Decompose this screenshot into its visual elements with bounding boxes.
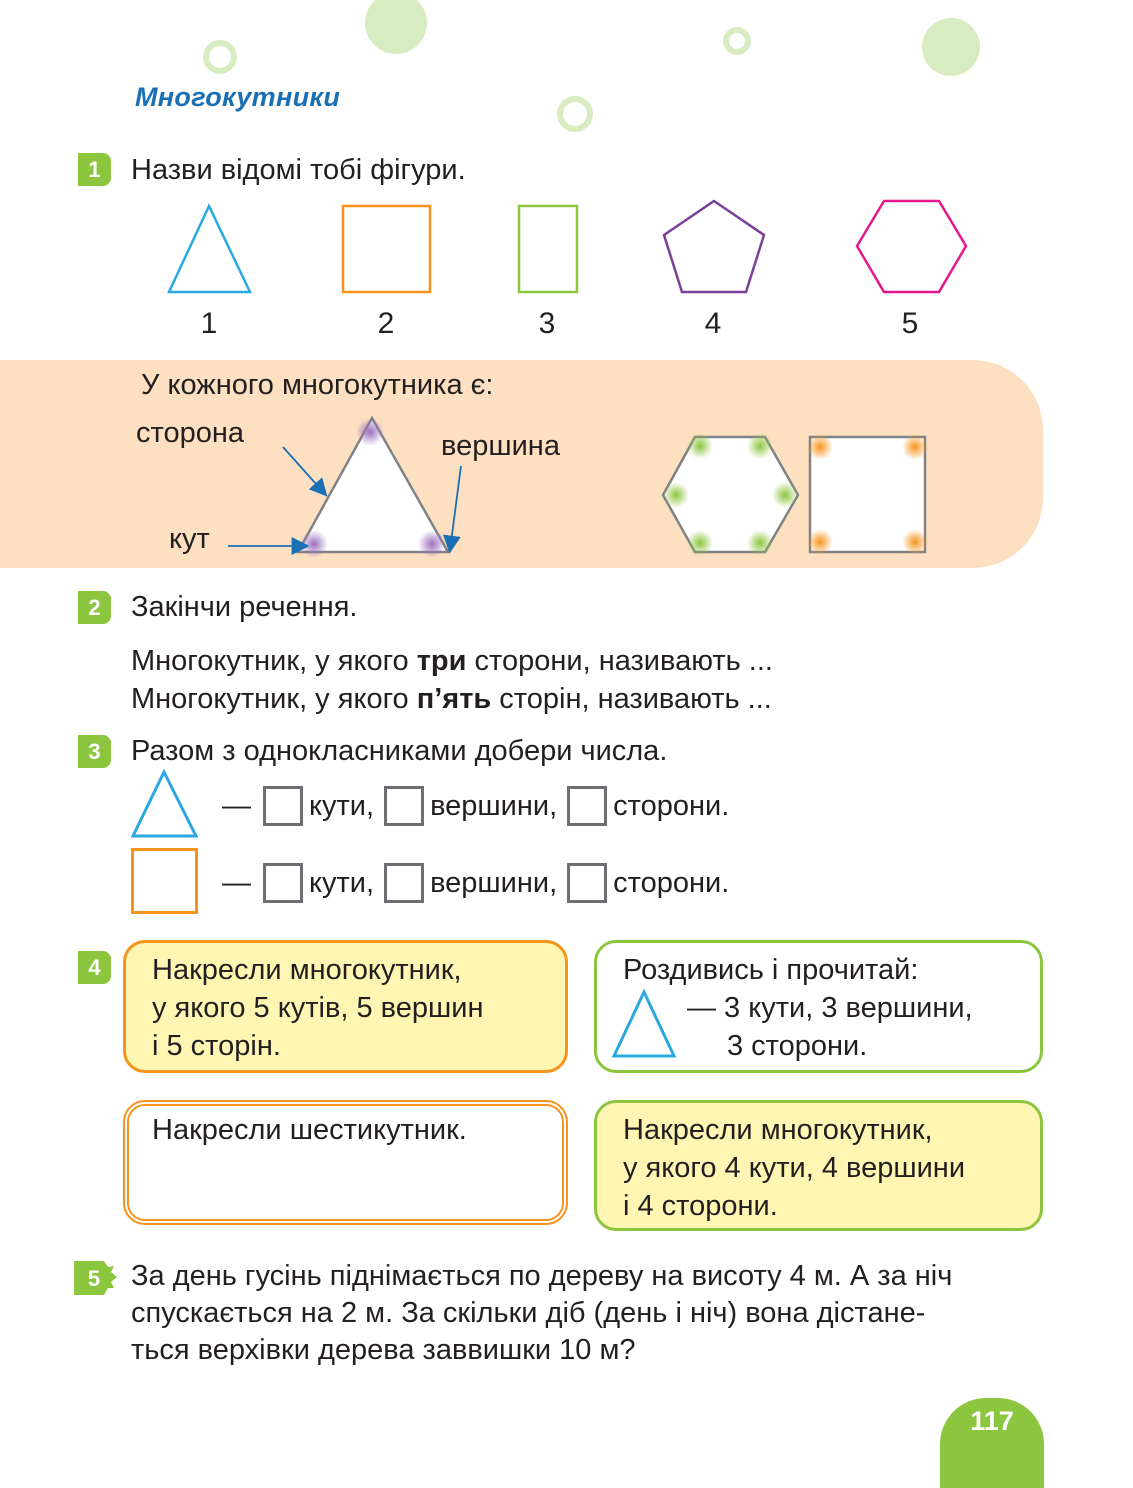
pentagon-figure [664, 201, 764, 292]
task2-line1-bold: три [416, 645, 467, 677]
task5-text [131, 1258, 952, 1369]
task2-line2-post: сторін, називають ... [491, 683, 772, 715]
dash: — [222, 866, 251, 899]
rectangle-figure [519, 206, 577, 292]
task4-box-hexagon [123, 1100, 568, 1225]
box-line: і 5 сторін. [152, 1030, 281, 1062]
box-line: 3 сторони. [727, 1030, 868, 1062]
figure-label: 5 [901, 307, 919, 340]
figure-label: 4 [704, 307, 722, 340]
task4-box-pentagon [123, 940, 568, 1073]
box-line: і 4 сторони. [623, 1190, 778, 1222]
box-line: у якого 5 кутів, 5 вершин [152, 992, 484, 1024]
square-figure [343, 206, 430, 292]
task-number-5: 5 [87, 1266, 101, 1291]
task3-square-icon [131, 848, 198, 914]
angle-highlight [902, 434, 928, 460]
angle-highlight [687, 530, 713, 556]
figure-label: 3 [538, 307, 556, 340]
task2-line2-bold: п’ять [416, 683, 492, 715]
task3-text: Разом з однокласниками добери числа. [131, 735, 668, 767]
dash: — [222, 789, 251, 822]
task2-line1 [131, 642, 773, 680]
box-line: Накресли многокутник, [152, 954, 462, 986]
angle-highlight [663, 482, 689, 508]
vertices-label: вершини, [430, 789, 558, 822]
decor-ring [557, 96, 593, 132]
task-number-2: 2 [78, 591, 111, 624]
answer-box-sides[interactable] [567, 786, 607, 826]
answer-box-angles[interactable] [263, 786, 303, 826]
side-label: сторона [136, 417, 244, 449]
figure-label: 2 [377, 307, 395, 340]
decor-circle [365, 0, 427, 54]
angle-highlight [807, 434, 833, 460]
task2-line2 [131, 680, 772, 718]
angle-highlight [747, 530, 773, 556]
box-line: — 3 кути, 3 вершини, [687, 992, 973, 1024]
decor-circle [922, 18, 980, 76]
angles-label: кути, [309, 866, 375, 899]
info-diagram [0, 400, 1000, 565]
task2-line1-pre: Многокутник, у якого [131, 645, 417, 677]
task5-line: За день гусінь піднімається по дереву на висоту 4 м. А за ніч [131, 1260, 953, 1292]
answer-box-vertices[interactable] [384, 863, 424, 903]
answer-box-vertices[interactable] [384, 786, 424, 826]
sides-label: сторони. [613, 789, 730, 822]
vertex-arrow [450, 466, 461, 550]
task2-line1-post: сторони, називають ... [466, 645, 773, 677]
angle-highlight [902, 529, 928, 555]
box-line: Накресли шестикутник. [152, 1114, 467, 1146]
task5-line: ться верхівки дерева заввишки 10 м? [131, 1334, 636, 1366]
box-title: Роздивись і прочитай: [623, 954, 919, 986]
angle-highlight [687, 433, 713, 459]
task1-text: Назви відомі тобі фігури. [131, 154, 466, 186]
task4-box-square [594, 1100, 1043, 1231]
angle-highlight [772, 482, 798, 508]
decor-ring [723, 27, 751, 55]
task-number-4: 4 [78, 951, 111, 984]
sides-label: сторони. [613, 866, 730, 899]
angle-highlight [807, 529, 833, 555]
task-number-1: 1 [78, 153, 111, 186]
task3-triangle-icon [130, 768, 200, 840]
page-title: Многокутники [135, 82, 341, 112]
vertex-label: вершина [441, 430, 560, 462]
figure-label: 1 [200, 307, 218, 340]
side-arrow [283, 447, 325, 494]
vertex-highlight [300, 530, 328, 558]
answer-box-sides[interactable] [567, 863, 607, 903]
answer-box-angles[interactable] [263, 863, 303, 903]
task3-row-square [222, 860, 735, 906]
triangle-figure [169, 206, 250, 292]
angle-highlight [747, 433, 773, 459]
box-line: у якого 4 кути, 4 вершини [623, 1152, 966, 1184]
vertices-label: вершини, [430, 866, 558, 899]
task4-triangle-icon [610, 988, 678, 1060]
angles-label: кути, [309, 789, 375, 822]
vertex-highlight [356, 418, 384, 446]
page-number: 117 [940, 1398, 1044, 1488]
info-heading: У кожного многокутника є: [141, 369, 494, 401]
task5-line: спускається на 2 м. За скільки діб (день і ніч) вона дістане- [131, 1297, 926, 1329]
vertex-highlight [418, 530, 446, 558]
hexagon-figure [857, 201, 966, 292]
task3-row-triangle [222, 783, 735, 829]
decor-ring [203, 40, 237, 74]
box-line: Накресли многокутник, [623, 1114, 933, 1146]
task-number-3: 3 [78, 735, 111, 768]
figures-row [0, 195, 1133, 300]
task2-text: Закінчи речення. [131, 591, 358, 623]
task2-line2-pre: Многокутник, у якого [131, 683, 417, 715]
angle-label: кут [169, 523, 210, 555]
